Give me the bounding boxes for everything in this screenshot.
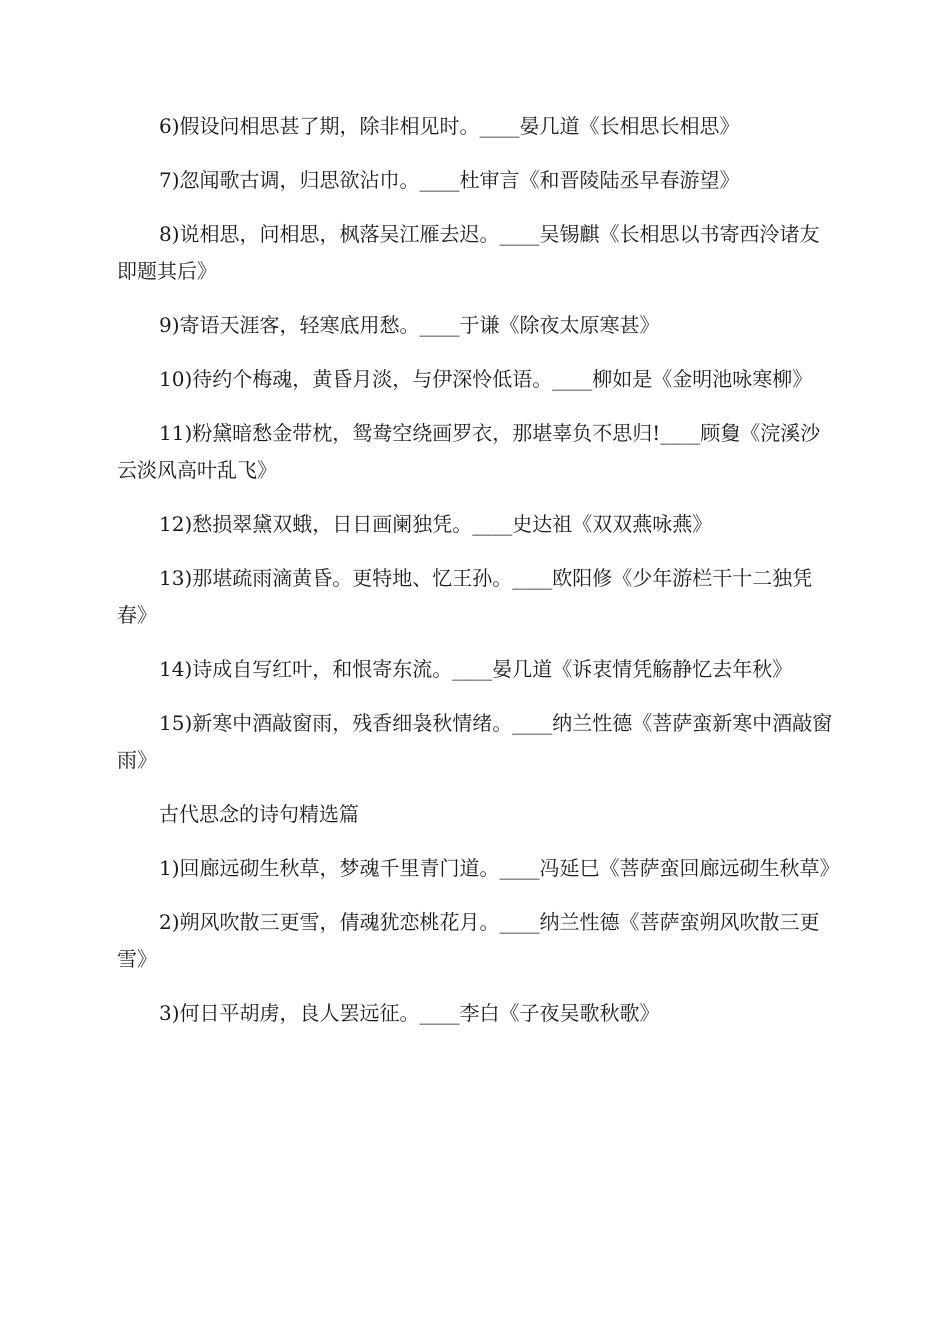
document-body xyxy=(117,108,840,1049)
poem-line-15: 15)新寒中酒敲窗雨，残香细袅秋情绪。____纳兰性德《菩萨蛮新寒中酒敲窗雨》 xyxy=(117,711,833,772)
poem-line-11: 11)粉黛暗愁金带枕，鸳鸯空绕画罗衣，那堪辜负不思归!____顾敻《浣溪沙云淡风高叶乱飞》 xyxy=(117,421,821,482)
poem-line-13: 13)那堪疏雨滴黄昏。更特地、忆王孙。____欧阳修《少年游栏干十二独凭春》 xyxy=(117,566,813,627)
poem-line-2: 2)朔风吹散三更雪，倩魂犹恋桃花月。____纳兰性德《菩萨蛮朔风吹散三更雪》 xyxy=(117,910,820,971)
poem-line-12: 12)愁损翠黛双蛾，日日画阑独凭。____史达祖《双双燕咏燕》 xyxy=(159,512,713,536)
poem-line-9: 9)寄语天涯客，轻寒底用愁。____于谦《除夜太原寒甚》 xyxy=(159,313,660,337)
poem-line-14: 14)诗成自写红叶，和恨寄东流。____晏几道《诉衷情凭觞静忆去年秋》 xyxy=(159,657,793,681)
poem-line-8: 8)说相思，问相思，枫落吴江雁去迟。____吴锡麒《长相思以书寄西泠诸友即题其后》 xyxy=(117,222,820,283)
poem-line-7: 7)忽闻歌古调，归思欲沾巾。____杜审言《和晋陵陆丞早春游望》 xyxy=(159,168,740,192)
poem-line-6: 6)假设问相思甚了期，除非相见时。____晏几道《长相思长相思》 xyxy=(159,114,740,138)
poem-line-3: 3)何日平胡虏，良人罢远征。____李白《子夜吴歌秋歌》 xyxy=(159,1001,660,1025)
poem-line-10: 10)待约个梅魂，黄昏月淡，与伊深怜低语。____柳如是《金明池咏寒柳》 xyxy=(159,367,813,391)
section-heading: 古代思念的诗句精选篇 xyxy=(159,802,359,826)
poem-line-1: 1)回廊远砌生秋草，梦魂千里青门道。____冯延巳《菩萨蛮回廊远砌生秋草》 xyxy=(159,856,840,880)
